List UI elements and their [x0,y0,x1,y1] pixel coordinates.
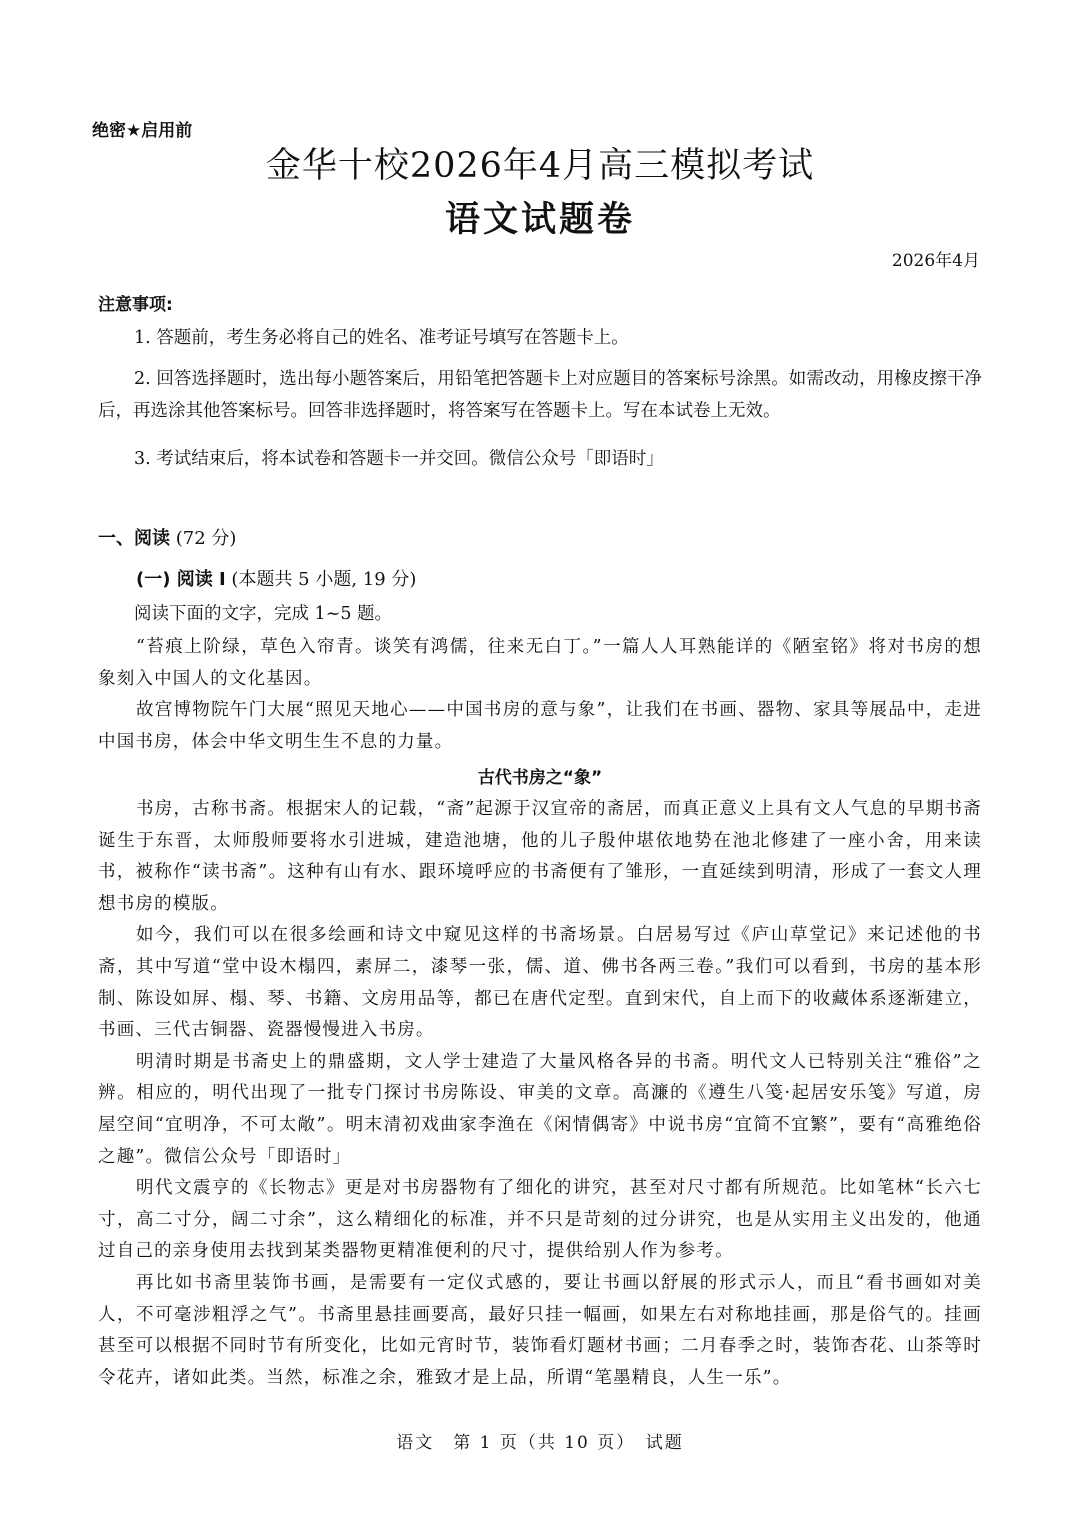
notice-item-1: 1. 答题前，考生务必将自己的姓名、准考证号填写在答题卡上。 [134,328,629,348]
passage-paragraph: 书房，古称书斋。根据宋人的记载，“斋”起源于汉宣帝的斋居，而真正意义上具有文人气息的早期书斋诞生于东晋，太师殷师要将水引进城，建造池塘，他的儿子殷仲堪依地势在池北修建了一座小舍，用来读书，被称作“读书斋”。这种有山有水、跟环境呼应的书斋便有了雏形，一直延续到明清，形成了一套文人理想书房的模版。 [98,799,982,914]
subsection-title: (一) 阅读 I [136,569,226,590]
notice-item-3: 3. 考试结束后，将本试卷和答题卡一并交回。微信公众号「即语时」 [134,449,664,469]
section-heading [98,524,236,550]
passage-paragraph: 故宫博物院午门大展“照见天地心——中国书房的意与象”，让我们在书画、器物、家具等展品中，走进中国书房，体会中华文明生生不息的力量。 [98,700,982,752]
section-score: (72 分) [175,528,237,549]
notice-item-2: 2. 回答选择题时，选出每小题答案后，用铅笔把答题卡上对应题目的答案标号涂黑。如需改动，用橡皮擦干净后，再选涂其他答案标号。回答非选择题时，将答案写在答题卡上。写在本试卷上无效。 [98,369,982,421]
passage-paragraph: 再比如书斋里装饰书画，是需要有一定仪式感的，要让书画以舒展的形式示人，而且“看书画如对美人，不可毫涉粗浮之气”。书斋里悬挂画要高，最好只挂一幅画，如果左右对称地挂画，那是俗气的。挂画甚至可以根据不同时节有所变化，比如元宵时节，装饰看灯题材书画；二月春季之时，装饰杏花、山茶等时令花卉，诸如此类。当然，标准之余，雅致才是上品，所谓“笔墨精良，人生一乐”。 [98,1272,982,1388]
secret-mark: 绝密★启用前 [92,121,193,141]
passage-body [98,794,982,1394]
exam-title: 金华十校2026年4月高三模拟考试 [265,146,815,186]
page-footer: 语文 第 1 页（共 10 页） 试题 [396,1433,684,1453]
passage-paragraph: 明代文震亨的《长物志》更是对书房器物有了细化的讲究，甚至对尺寸都有所规范。比如笔林“长六七寸，高二寸分，阔二寸余”，这么精细化的标准，并不只是苛刻的过分讲究，也是从实用主义出发的，他通过自己的亲身使用去找到某类器物更精准便利的尺寸，提供给别人作为参考。 [98,1178,982,1262]
passage-subtitle: 古代书房之“象” [477,768,603,788]
passage-intro [98,632,982,758]
passage-paragraph: 如今，我们可以在很多绘画和诗文中窥见这样的书斋场景。白居易写过《庐山草堂记》来记述他的书斋，其中写道“堂中设木榻四，素屏二，漆琴一张，儒、道、佛书各两三卷。”我们可以看到，书房的基本形制、陈设如屏、榻、琴、书籍、文房用品等，都已在唐代定型。直到宋代，自上而下的收藏体系逐渐建立，书画、三代古铜器、瓷器慢慢进入书房。 [98,925,982,1041]
paper-title: 语文试题卷 [444,200,635,240]
notice-heading: 注意事项: [98,295,173,315]
section-title: 一、阅读 [98,528,170,549]
subsection-heading [136,565,416,591]
exam-date: 2026年4月 [891,251,980,271]
passage-paragraph: 明清时期是书斋史上的鼎盛期，文人学士建造了大量风格各异的书斋。明代文人已特别关注“雅俗”之辨。相应的，明代出现了一批专门探讨书房陈设、审美的文章。高濂的《遵生八笺·起居安乐笺》写道，房屋空间“宜明净，不可太敞”。明末清初戏曲家李渔在《闲情偶寄》中说书房“宜简不宜繁”，要有“高雅绝俗之趣”。微信公众号「即语时」 [98,1051,982,1167]
reading-instruction: 阅读下面的文字，完成 1~5 题。 [134,604,393,624]
passage-paragraph: “苔痕上阶绿，草色入帘青。谈笑有鸿儒，往来无白丁。”一篇人人耳熟能详的《陋室铭》将对书房的想象刻入中国人的文化基因。 [98,637,982,689]
subsection-info: (本题共 5 小题, 19 分) [231,569,417,590]
